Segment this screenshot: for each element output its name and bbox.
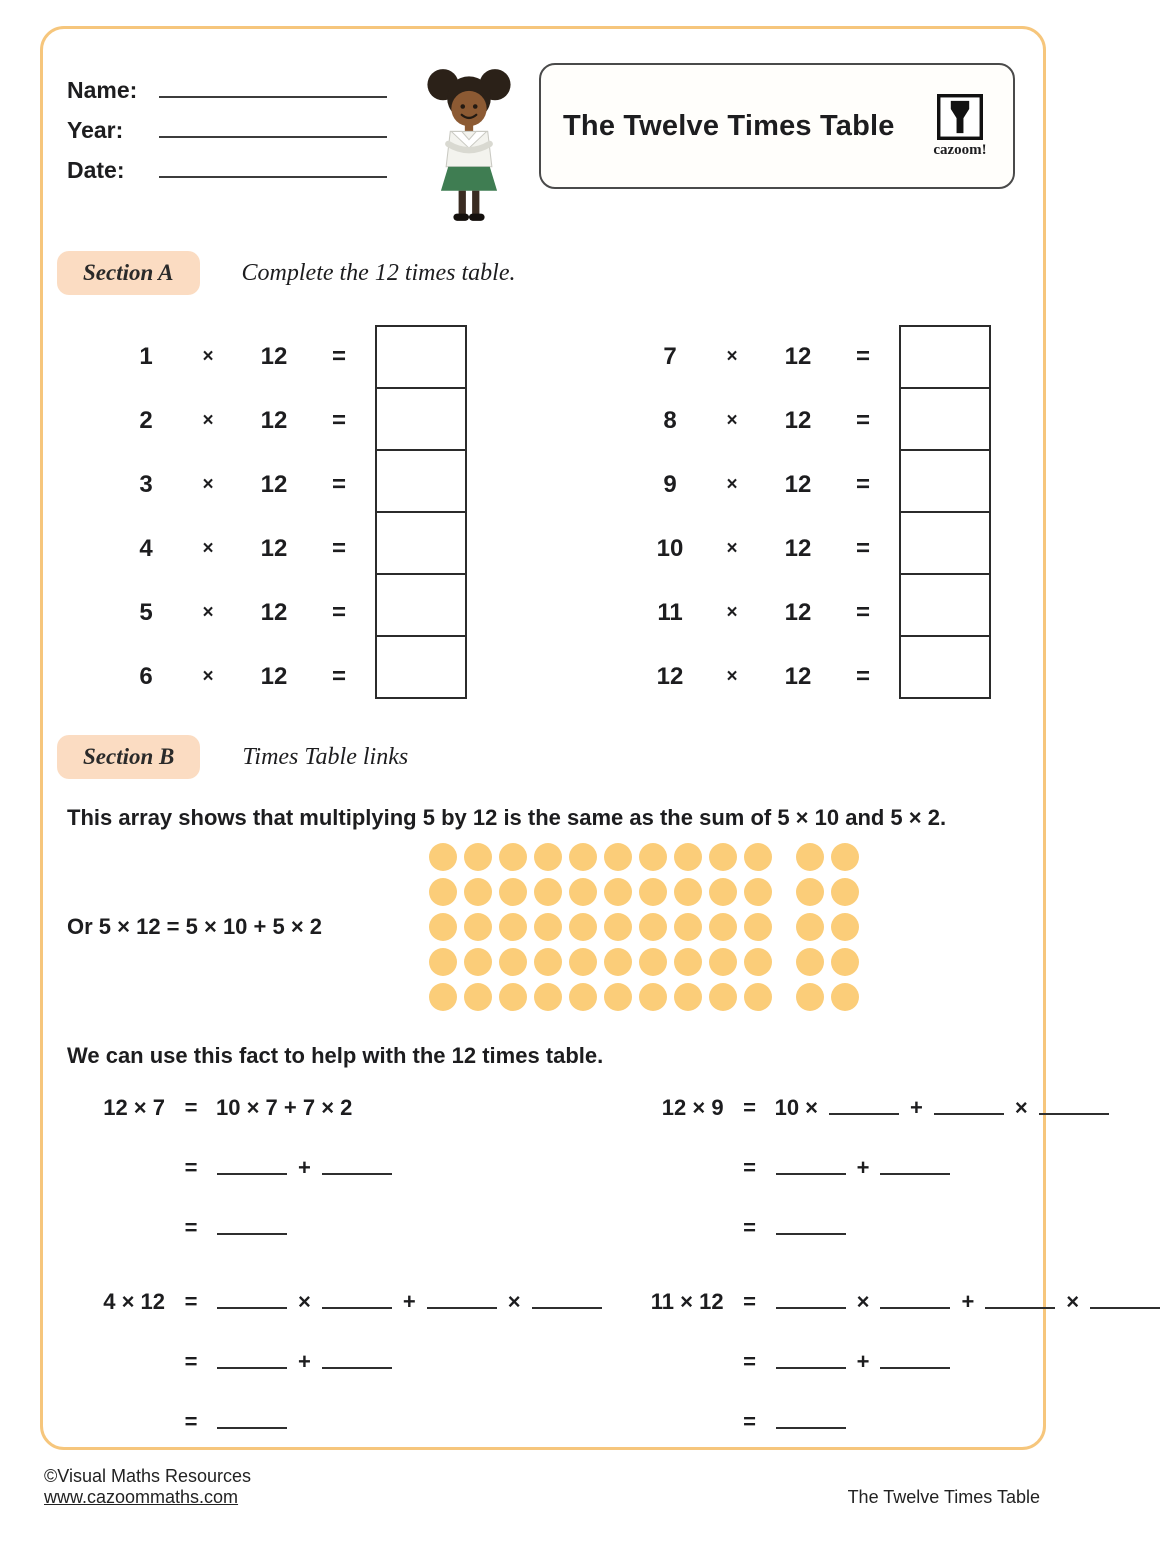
- problem-expression: [770, 1349, 1166, 1375]
- answer-blank[interactable]: [880, 1158, 950, 1175]
- expression-text: +: [910, 1095, 923, 1120]
- dot-group: [429, 843, 772, 1011]
- times-table-cell: 12: [784, 407, 812, 434]
- answer-box[interactable]: [375, 325, 467, 389]
- times-table-row: [117, 581, 371, 645]
- array-dot: [499, 913, 527, 941]
- expression-text: 10 ×: [774, 1095, 819, 1120]
- problem-line: [67, 1155, 608, 1185]
- times-table-cell: 1: [139, 343, 153, 370]
- times-table-row: [117, 325, 371, 389]
- array-dot: [499, 843, 527, 871]
- problem-expression: [211, 1218, 608, 1240]
- answer-blank[interactable]: [217, 1352, 287, 1369]
- times-table-cell: 12: [260, 407, 288, 434]
- answer-blank[interactable]: [776, 1292, 846, 1309]
- array-dot: [569, 878, 597, 906]
- array-dot: [744, 843, 772, 871]
- times-table-row: [641, 517, 895, 581]
- expression-text: ×: [298, 1289, 311, 1314]
- problem-line: [626, 1409, 1166, 1439]
- footer-left: [44, 1466, 251, 1508]
- dot-group: [796, 843, 859, 1011]
- worksheet-title: The Twelve Times Table: [563, 109, 895, 142]
- times-table-cell: =: [331, 343, 346, 370]
- times-table-column: [641, 325, 991, 709]
- times-table-row: [117, 645, 371, 709]
- answer-box-stack: [375, 325, 467, 709]
- array-dot: [796, 843, 824, 871]
- array-dot: [464, 913, 492, 941]
- answer-box[interactable]: [375, 573, 467, 637]
- array-dot: [674, 983, 702, 1011]
- array-dot: [709, 948, 737, 976]
- array-dot: [569, 843, 597, 871]
- expression-text: +: [961, 1289, 975, 1314]
- array-dot: [709, 878, 737, 906]
- array-dot: [674, 948, 702, 976]
- times-table-column: [117, 325, 467, 709]
- practice-problems: [67, 1095, 1080, 1439]
- times-table-cell: 11: [657, 599, 683, 626]
- answer-blank[interactable]: [776, 1218, 846, 1235]
- footer-worksheet-name: The Twelve Times Table: [847, 1487, 1040, 1507]
- array-dot: [534, 843, 562, 871]
- problem-expression: [211, 1095, 608, 1121]
- equals-sign: =: [743, 1215, 756, 1240]
- expression-text: +: [298, 1155, 311, 1180]
- problem-line: [67, 1409, 608, 1439]
- problem-expression: [770, 1218, 1166, 1240]
- array-dot: [744, 913, 772, 941]
- array-intro-text: This array shows that multiplying 5 by 12 is the same as the sum of 5 × 10 and 5 × 2.: [67, 805, 947, 830]
- answer-box[interactable]: [899, 449, 991, 513]
- problem-expression: [770, 1412, 1166, 1434]
- answer-box[interactable]: [899, 325, 991, 389]
- problem-line: [626, 1155, 1166, 1185]
- array-dot: [534, 983, 562, 1011]
- array-dot: [499, 948, 527, 976]
- array-dot: [429, 983, 457, 1011]
- times-table: [43, 325, 1043, 709]
- expression-text: +: [402, 1289, 416, 1314]
- title-box: [539, 63, 1015, 189]
- answer-blank[interactable]: [1090, 1292, 1160, 1309]
- array-dot: [464, 948, 492, 976]
- problem-expression: [211, 1412, 608, 1434]
- expression-text: ×: [856, 1289, 870, 1314]
- array-dot: [534, 948, 562, 976]
- times-table-cell: =: [331, 407, 346, 434]
- answer-blank[interactable]: [217, 1292, 287, 1309]
- array-dot: [464, 878, 492, 906]
- times-table-rows: [117, 325, 371, 709]
- problem-expression: [770, 1289, 1166, 1315]
- answer-blank[interactable]: [322, 1158, 392, 1175]
- array-dot: [674, 878, 702, 906]
- problem-expression: [211, 1349, 608, 1375]
- answer-box[interactable]: [375, 387, 467, 451]
- times-table-row: [641, 581, 895, 645]
- times-table-cell: 12: [784, 663, 812, 690]
- array-dot: [604, 878, 632, 906]
- array-dot: [639, 948, 667, 976]
- array-dot: [744, 983, 772, 1011]
- equals-sign: =: [743, 1409, 756, 1434]
- times-table-cell: =: [855, 407, 870, 434]
- times-table-row: [117, 389, 371, 453]
- answer-box[interactable]: [899, 573, 991, 637]
- times-table-cell: =: [331, 663, 346, 690]
- array-dot: [639, 843, 667, 871]
- array-dot: [604, 913, 632, 941]
- times-table-cell: 3: [139, 471, 153, 498]
- array-dot: [499, 983, 527, 1011]
- times-table-rows: [641, 325, 895, 709]
- answer-blank[interactable]: [217, 1218, 287, 1235]
- array-dot: [796, 948, 824, 976]
- times-table-cell: ×: [202, 538, 214, 559]
- student-info-fields: [67, 63, 417, 197]
- problem-line: [626, 1349, 1166, 1379]
- times-table-cell: 10: [656, 535, 684, 562]
- student-info-row: [67, 157, 417, 184]
- answer-box[interactable]: [375, 635, 467, 699]
- student-info-row: [67, 77, 417, 104]
- times-table-cell: ×: [726, 346, 738, 367]
- expression-text: ×: [1014, 1095, 1028, 1120]
- times-table-cell: =: [855, 343, 870, 370]
- section-b-label: Section B: [57, 735, 200, 779]
- problem-lhs: 12 × 7: [103, 1095, 165, 1120]
- expression-text: +: [298, 1349, 311, 1374]
- array-dot: [744, 878, 772, 906]
- field-label: Name:: [67, 77, 138, 103]
- answer-blank[interactable]: [934, 1098, 1004, 1115]
- times-table-cell: 12: [260, 599, 288, 626]
- answer-blank[interactable]: [776, 1158, 846, 1175]
- problem-line: [67, 1289, 608, 1319]
- student-character-svg: [417, 67, 521, 225]
- answer-blank[interactable]: [776, 1352, 846, 1369]
- problem-expression: [211, 1289, 608, 1315]
- problem: [626, 1095, 1166, 1245]
- array-dot: [639, 983, 667, 1011]
- array-dot: [534, 913, 562, 941]
- times-table-cell: 12: [784, 535, 812, 562]
- array-dot: [796, 878, 824, 906]
- footer: [44, 1466, 1040, 1508]
- cazoom-logo-icon: [937, 94, 983, 140]
- times-table-cell: 12: [260, 343, 288, 370]
- answer-blank[interactable]: [217, 1158, 287, 1175]
- problem-lhs: 12 × 9: [661, 1095, 724, 1120]
- section-a-instruction: Complete the 12 times table.: [241, 259, 516, 286]
- expression-text: 10 × 7 + 7 × 2: [216, 1095, 353, 1120]
- times-table-cell: ×: [726, 538, 738, 559]
- section-b-header: [57, 735, 1043, 779]
- answer-blank[interactable]: [217, 1412, 287, 1429]
- array-dot: [604, 843, 632, 871]
- array-dot: [831, 983, 859, 1011]
- problem: [67, 1289, 608, 1439]
- expression-text: +: [856, 1349, 870, 1374]
- section-a-label: Section A: [57, 251, 200, 295]
- times-table-row: [641, 645, 895, 709]
- array-dot: [604, 948, 632, 976]
- array-dot: [831, 913, 859, 941]
- times-table-cell: =: [331, 535, 346, 562]
- problem-line: [67, 1215, 608, 1245]
- problem-expression: [770, 1155, 1166, 1181]
- times-table-cell: ×: [202, 666, 214, 687]
- dot-array: [429, 843, 859, 1011]
- answer-blank[interactable]: [1039, 1098, 1109, 1115]
- times-table-row: [641, 325, 895, 389]
- answer-box[interactable]: [899, 511, 991, 575]
- problem-expression: [211, 1155, 608, 1181]
- field-blank-line[interactable]: [159, 118, 387, 138]
- problem-line: [67, 1349, 608, 1379]
- times-table-row: [641, 389, 895, 453]
- times-table-cell: ×: [726, 666, 738, 687]
- field-blank-line[interactable]: [159, 78, 387, 98]
- times-table-cell: 2: [139, 407, 153, 434]
- array-dot: [464, 843, 492, 871]
- times-table-cell: ×: [726, 474, 738, 495]
- equals-sign: =: [743, 1289, 756, 1314]
- answer-blank[interactable]: [829, 1098, 899, 1115]
- times-table-cell: 12: [656, 663, 684, 690]
- times-table-cell: 12: [260, 663, 288, 690]
- array-dot: [796, 913, 824, 941]
- array-dot: [831, 948, 859, 976]
- times-table-row: [117, 517, 371, 581]
- times-table-cell: 9: [663, 471, 677, 498]
- equals-sign: =: [743, 1155, 756, 1180]
- problem-line: [626, 1215, 1166, 1245]
- array-row: [43, 843, 1043, 1011]
- cazoom-logo: [921, 94, 999, 159]
- equals-sign: =: [743, 1095, 756, 1120]
- array-dot: [464, 983, 492, 1011]
- times-table-cell: 12: [260, 535, 288, 562]
- equals-sign: =: [184, 1095, 198, 1120]
- fact-text: We can use this fact to help with the 12 times table.: [67, 1043, 604, 1068]
- times-table-cell: =: [855, 599, 870, 626]
- answer-box[interactable]: [375, 449, 467, 513]
- expression-text: ×: [507, 1289, 521, 1314]
- answer-box[interactable]: [899, 635, 991, 699]
- times-table-cell: ×: [202, 474, 214, 495]
- array-dot: [429, 913, 457, 941]
- array-dot: [569, 913, 597, 941]
- times-table-cell: 12: [784, 599, 812, 626]
- answer-blank[interactable]: [322, 1292, 392, 1309]
- times-table-cell: 5: [139, 599, 153, 626]
- field-label: Year:: [67, 117, 124, 143]
- equals-sign: =: [184, 1289, 198, 1314]
- problem-line: [626, 1095, 1166, 1125]
- expression-text: ×: [1066, 1289, 1080, 1314]
- times-table-cell: 4: [139, 535, 153, 562]
- problem: [626, 1289, 1166, 1439]
- problem-line: [67, 1095, 608, 1125]
- array-dot: [831, 843, 859, 871]
- answer-blank[interactable]: [322, 1352, 392, 1369]
- or-equation-text: Or 5 × 12 = 5 × 10 + 5 × 2: [67, 914, 323, 939]
- array-dot: [534, 878, 562, 906]
- array-dot: [744, 948, 772, 976]
- array-dot: [604, 983, 632, 1011]
- array-dot: [674, 913, 702, 941]
- times-table-cell: =: [855, 535, 870, 562]
- times-table-cell: 7: [663, 343, 677, 370]
- answer-box-stack: [899, 325, 991, 709]
- array-dot: [429, 878, 457, 906]
- times-table-cell: 12: [260, 471, 288, 498]
- array-dot: [499, 878, 527, 906]
- copyright-text: ©Visual Maths Resources: [44, 1466, 252, 1486]
- answer-blank[interactable]: [532, 1292, 602, 1309]
- array-dot: [639, 913, 667, 941]
- array-dot: [429, 843, 457, 871]
- expression-text: +: [856, 1155, 870, 1180]
- times-table-cell: 12: [784, 343, 812, 370]
- field-blank-line[interactable]: [159, 158, 387, 178]
- times-table-cell: 12: [784, 471, 812, 498]
- answer-blank[interactable]: [985, 1292, 1055, 1309]
- array-dot: [709, 843, 737, 871]
- section-a-header: [57, 251, 1043, 295]
- times-table-cell: ×: [202, 346, 214, 367]
- problem-lhs: 4 × 12: [103, 1289, 165, 1314]
- array-dot: [709, 913, 737, 941]
- times-table-cell: =: [331, 599, 346, 626]
- answer-box[interactable]: [375, 511, 467, 575]
- equals-sign: =: [743, 1349, 756, 1374]
- answer-blank[interactable]: [776, 1412, 846, 1429]
- problem: [67, 1095, 608, 1245]
- times-table-cell: ×: [202, 602, 214, 623]
- times-table-cell: ×: [726, 602, 738, 623]
- equals-sign: =: [184, 1409, 198, 1434]
- array-dot: [569, 983, 597, 1011]
- cazoom-logo-text: cazoom!: [933, 141, 987, 158]
- times-table-row: [117, 453, 371, 517]
- answer-blank[interactable]: [880, 1292, 950, 1309]
- array-dot: [796, 983, 824, 1011]
- field-label: Date:: [67, 157, 125, 183]
- times-table-row: [641, 453, 895, 517]
- times-table-cell: 8: [663, 407, 677, 434]
- problem-expression: [770, 1095, 1166, 1121]
- header: [43, 53, 1043, 225]
- times-table-cell: =: [855, 471, 870, 498]
- times-table-cell: 6: [139, 663, 153, 690]
- array-dot: [429, 948, 457, 976]
- times-table-cell: =: [331, 471, 346, 498]
- equals-sign: =: [184, 1155, 198, 1180]
- student-character-illustration: [417, 67, 525, 230]
- times-table-cell: ×: [726, 410, 738, 431]
- times-table-cell: ×: [202, 410, 214, 431]
- problem-line: [626, 1289, 1166, 1319]
- answer-blank[interactable]: [880, 1352, 950, 1369]
- array-dot: [639, 878, 667, 906]
- cazoom-website-link[interactable]: www.cazoommaths.com: [44, 1487, 239, 1507]
- times-table-cell: =: [855, 663, 870, 690]
- student-info-row: [67, 117, 417, 144]
- worksheet-frame: [40, 26, 1080, 1450]
- array-dot: [709, 983, 737, 1011]
- problem-lhs: 11 × 12: [650, 1289, 724, 1314]
- equals-sign: =: [184, 1215, 198, 1240]
- array-dot: [831, 878, 859, 906]
- section-b-instruction: Times Table links: [242, 743, 409, 770]
- array-dot: [674, 843, 702, 871]
- array-dot: [569, 948, 597, 976]
- answer-box[interactable]: [899, 387, 991, 451]
- equals-sign: =: [184, 1349, 198, 1374]
- answer-blank[interactable]: [427, 1292, 497, 1309]
